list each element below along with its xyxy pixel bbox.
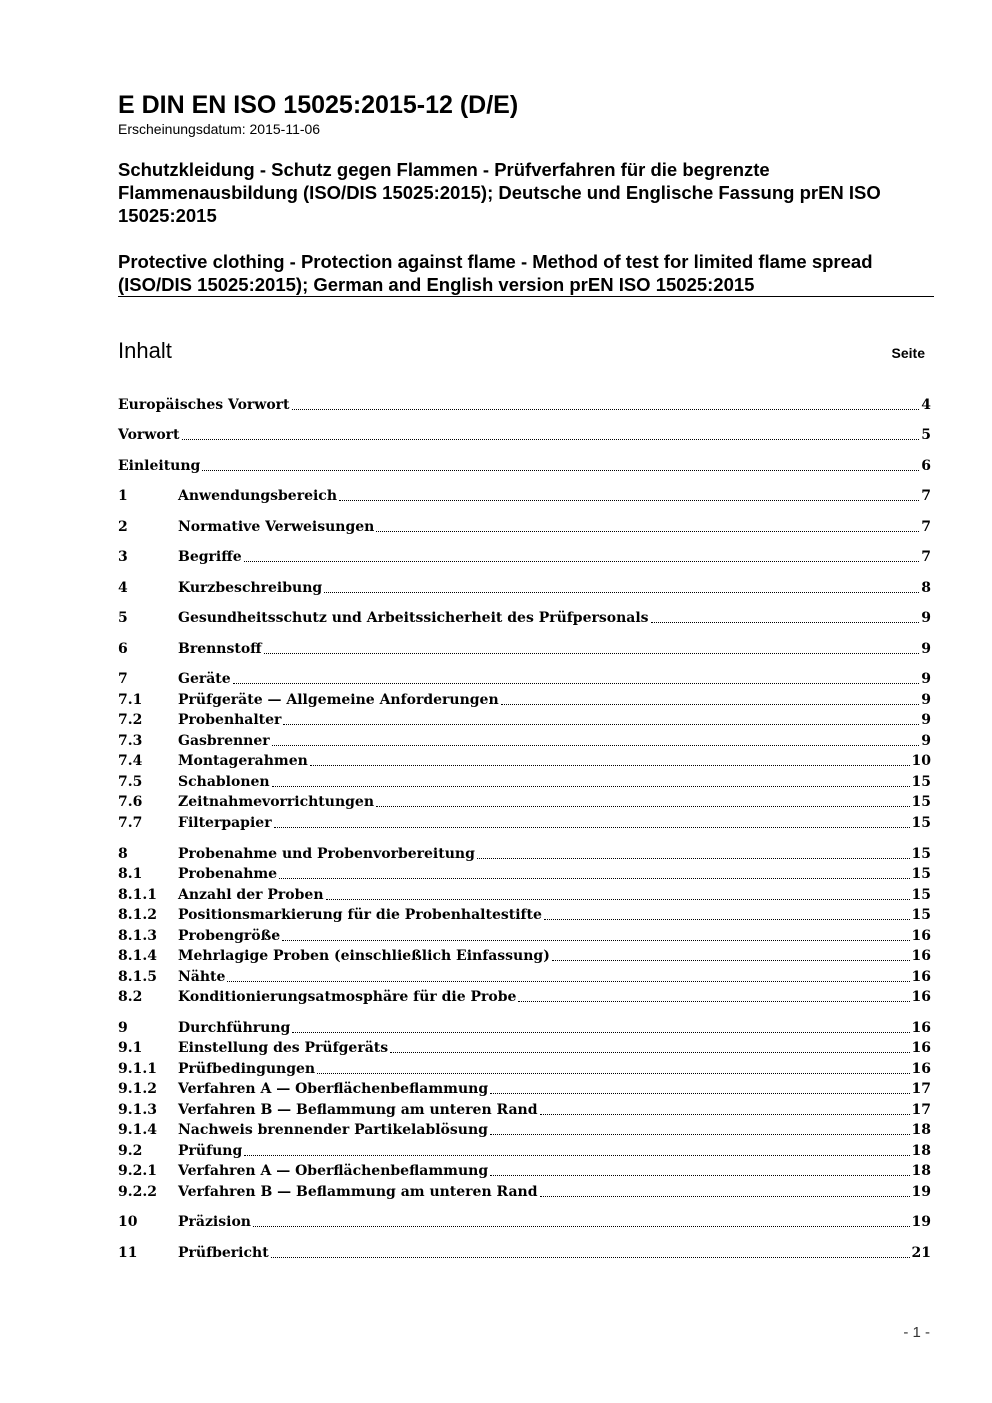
toc-entry-page: 19 [911,1214,931,1230]
toc-dot-leader [317,1073,909,1074]
toc-dot-leader [202,470,919,471]
toc-dot-leader [540,1114,910,1115]
toc-dot-leader [540,1196,910,1197]
toc-entry[interactable] [118,864,931,884]
toc-entry-title: Prüfgeräte — Allgemeine Anforderungen [178,692,499,708]
toc-entry[interactable] [118,772,931,792]
toc-entry-page: 19 [911,1184,931,1200]
toc-entry-title: Probenahme [178,866,278,882]
toc-entry[interactable] [118,1212,931,1232]
toc-entry[interactable] [118,1182,931,1202]
toc-entry-title: Prüfung [178,1143,243,1159]
toc-entry[interactable] [118,639,931,659]
toc-entry[interactable] [118,946,931,966]
toc-entry[interactable] [118,1100,931,1120]
toc-entry-page: 4 [921,397,931,413]
toc-entry-number: 9.1.1 [118,1061,157,1077]
toc-entry-number: 4 [118,580,128,596]
toc-entry[interactable] [118,885,931,905]
toc-entry-title: Positionsmarkierung für die Probenhaltestifte [178,907,542,923]
toc-entry[interactable] [118,1059,931,1079]
toc-entry-page: 10 [911,753,931,769]
toc-entry[interactable] [118,690,931,710]
toc-entry-page: 9 [921,692,931,708]
toc-entry-page: 16 [911,1020,931,1036]
title-divider [118,296,934,297]
toc-entry-number: 5 [118,610,128,626]
toc-entry-page: 9 [921,712,931,728]
toc-entry-title: Kurzbeschreibung [178,580,323,596]
toc-dot-leader [253,1226,910,1227]
toc-dot-leader [326,899,910,900]
toc-entry-page: 7 [921,488,931,504]
toc-entry-page: 9 [921,641,931,657]
toc-entry-number: 8.1.1 [118,887,157,903]
toc-entry-number: 2 [118,519,128,535]
toc-entry-number: 9 [118,1020,128,1036]
toc-entry-title: Durchführung [178,1020,291,1036]
publication-date: Erscheinungsdatum: 2015-11-06 [118,121,321,137]
toc-entry-page: 16 [911,969,931,985]
toc-entry-page: 9 [921,671,931,687]
toc-entry-number: 7 [118,671,128,687]
toc-entry-page: 15 [911,815,931,831]
toc-entry[interactable] [118,813,931,833]
footer-page-number: - 1 - [903,1324,930,1341]
toc-dot-leader [272,745,920,746]
toc-entry-number: 8 [118,846,128,862]
toc-dot-leader [292,1032,909,1033]
toc-entry[interactable] [118,486,931,506]
toc-entry-title: Normative Verweisungen [178,519,375,535]
toc-entry[interactable] [118,792,931,812]
toc-dot-leader [477,858,910,859]
toc-dot-leader [274,827,910,828]
toc-entry[interactable] [118,731,931,751]
toc-dot-leader [490,1134,910,1135]
toc-entry-page: 15 [911,907,931,923]
toc-dot-leader [282,940,909,941]
toc-entry-page: 18 [911,1122,931,1138]
toc-entry-number: 1 [118,488,128,504]
toc-entry-number: 9.2.1 [118,1163,157,1179]
toc-entry[interactable] [118,1141,931,1161]
toc-entry-title: Filterpapier [178,815,272,831]
toc-entry-title: Europäisches Vorwort [118,397,290,413]
toc-entry-number: 9.2 [118,1143,143,1159]
toc-entry-number: 7.4 [118,753,143,769]
toc-entry[interactable] [118,1243,931,1263]
toc-entry-number: 7.7 [118,815,143,831]
toc-entry-number: 7.3 [118,733,143,749]
toc-entry-number: 10 [118,1214,138,1230]
toc-dot-leader [279,878,909,879]
toc-entry-title: Konditionierungsatmosphäre für die Probe [178,989,517,1005]
toc-entry-title: Probenhalter [178,712,282,728]
toc-entry-page: 7 [921,519,931,535]
toc-entry-page: 16 [911,948,931,964]
toc-entry-number: 8.1.5 [118,969,157,985]
toc-entry-number: 9.1.4 [118,1122,157,1138]
toc-dot-leader [518,1001,909,1002]
toc-dot-leader [501,704,920,705]
toc-entry-page: 15 [911,846,931,862]
toc-entry[interactable] [118,987,931,1007]
toc-entry[interactable] [118,1018,931,1038]
toc-entry-page: 7 [921,549,931,565]
toc-entry-title: Probengröße [178,928,281,944]
toc-entry-page: 16 [911,1040,931,1056]
toc-entry-number: 6 [118,641,128,657]
toc-entry-number: 8.1.4 [118,948,157,964]
toc-entry[interactable] [118,547,931,567]
document-id: E DIN EN ISO 15025:2015-12 (D/E) [118,91,519,119]
toc-dot-leader [490,1175,909,1176]
toc-entry-page: 5 [921,427,931,443]
toc-entry-number: 3 [118,549,128,565]
toc-dot-leader [651,622,920,623]
toc-entry-number: 7.5 [118,774,143,790]
toc-dot-leader [264,653,920,654]
toc-entry[interactable] [118,669,931,689]
toc-entry-title: Prüfbericht [178,1245,269,1261]
toc-entry-page: 17 [911,1081,931,1097]
toc-dot-leader [544,919,910,920]
toc-entry[interactable] [118,926,931,946]
toc-entry-title: Nähte [178,969,226,985]
toc-dot-leader [272,786,910,787]
toc-dot-leader [244,1155,909,1156]
toc-entry-number: 9.2.2 [118,1184,157,1200]
toc-dot-leader [376,806,910,807]
toc-entry-number: 7.6 [118,794,143,810]
toc-entry-title: Vorwort [118,427,180,443]
toc-entry-title: Verfahren B — Beflammung am unteren Rand [178,1102,538,1118]
toc-dot-leader [182,439,920,440]
toc-dot-leader [233,683,920,684]
toc-page-column-label: Seite [891,345,925,361]
toc-entry-title: Anwendungsbereich [178,488,337,504]
toc-entry-title: Nachweis brennender Partikelablösung [178,1122,488,1138]
toc-entry[interactable] [118,517,931,537]
toc-entry[interactable] [118,1161,931,1181]
toc-entry[interactable] [118,425,931,445]
toc-entry[interactable] [118,608,931,628]
toc-entry-title: Geräte [178,671,231,687]
toc-entry-title: Begriffe [178,549,242,565]
toc-entry-title: Einleitung [118,458,201,474]
toc-entry-title: Einstellung des Prüfgeräts [178,1040,389,1056]
toc-entry-title: Probenahme und Probenvorbereitung [178,846,475,862]
title-english: Protective clothing - Protection against flame - Method of test for limited flame spread (ISO/DIS 15025:2015); German and English version prEN ISO 15025:2015 [118,251,873,295]
toc-entry-number: 8.1.2 [118,907,157,923]
toc-entry[interactable] [118,751,931,771]
toc-entry[interactable] [118,710,931,730]
toc-entry-page: 16 [911,928,931,944]
toc-entry[interactable] [118,967,931,987]
toc-entry-title: Schablonen [178,774,270,790]
toc-entry[interactable] [118,1120,931,1140]
toc-dot-leader [339,500,919,501]
toc-entry[interactable] [118,578,931,598]
toc-dot-leader [376,531,919,532]
toc-entry-page: 15 [911,794,931,810]
toc-dot-leader [292,409,920,410]
toc-entry-page: 15 [911,866,931,882]
title-german: Schutzkleidung - Schutz gegen Flammen - Prüfverfahren für die begrenzte Flammenausbildung (ISO/DIS 15025:2015); Deutsche und Englische Fassung prEN ISO 15025:2015 [118,159,881,226]
toc-dot-leader [310,765,910,766]
toc-entry-title: Verfahren A — Oberflächenbeflammung [178,1163,489,1179]
toc-entry[interactable] [118,1079,931,1099]
toc-entry-title: Gasbrenner [178,733,270,749]
toc-entry-title: Zeitnahmevorrichtungen [178,794,375,810]
toc-entry-title: Brennstoff [178,641,262,657]
toc-entry-page: 18 [911,1163,931,1179]
toc-entry-number: 8.1 [118,866,143,882]
toc-entry-number: 7.2 [118,712,143,728]
toc-entry-page: 18 [911,1143,931,1159]
toc-entry[interactable] [118,844,931,864]
toc-entry-number: 8.1.3 [118,928,157,944]
toc-dot-leader [552,960,910,961]
toc-dot-leader [283,724,919,725]
toc-entry-page: 9 [921,733,931,749]
toc-heading: Inhalt [118,338,172,363]
toc-entry[interactable] [118,456,931,476]
toc-entry[interactable] [118,395,931,415]
toc-entry-number: 9.1.2 [118,1081,157,1097]
toc-entry-title: Präzision [178,1214,251,1230]
toc-entry-title: Prüfbedingungen [178,1061,316,1077]
toc-entry[interactable] [118,1038,931,1058]
toc-dot-leader [490,1093,909,1094]
toc-entry-page: 16 [911,989,931,1005]
toc-dot-leader [271,1257,910,1258]
toc-dot-leader [390,1052,909,1053]
toc-entry-title: Mehrlagige Proben (einschließlich Einfassung) [178,948,550,964]
toc-entry-number: 9.1 [118,1040,143,1056]
toc-entry-number: 9.1.3 [118,1102,157,1118]
toc-entry-page: 15 [911,774,931,790]
toc-entry-number: 7.1 [118,692,143,708]
toc-dot-leader [244,561,920,562]
toc-entry-page: 6 [921,458,931,474]
toc-entry-page: 21 [911,1245,931,1261]
toc-entry-number: 8.2 [118,989,143,1005]
toc-entry[interactable] [118,905,931,925]
toc-entry-title: Gesundheitsschutz und Arbeitssicherheit des Prüfpersonals [178,610,649,626]
toc-entry-page: 8 [921,580,931,596]
toc-entry-title: Verfahren A — Oberflächenbeflammung [178,1081,489,1097]
toc-entry-title: Montagerahmen [178,753,308,769]
toc-dot-leader [227,981,909,982]
toc-entry-page: 16 [911,1061,931,1077]
toc-entry-title: Anzahl der Proben [178,887,324,903]
toc-dot-leader [324,592,919,593]
toc-entry-number: 11 [118,1245,138,1261]
toc-entry-page: 17 [911,1102,931,1118]
toc-entry-title: Verfahren B — Beflammung am unteren Rand [178,1184,538,1200]
toc-entry-page: 15 [911,887,931,903]
toc-entry-page: 9 [921,610,931,626]
